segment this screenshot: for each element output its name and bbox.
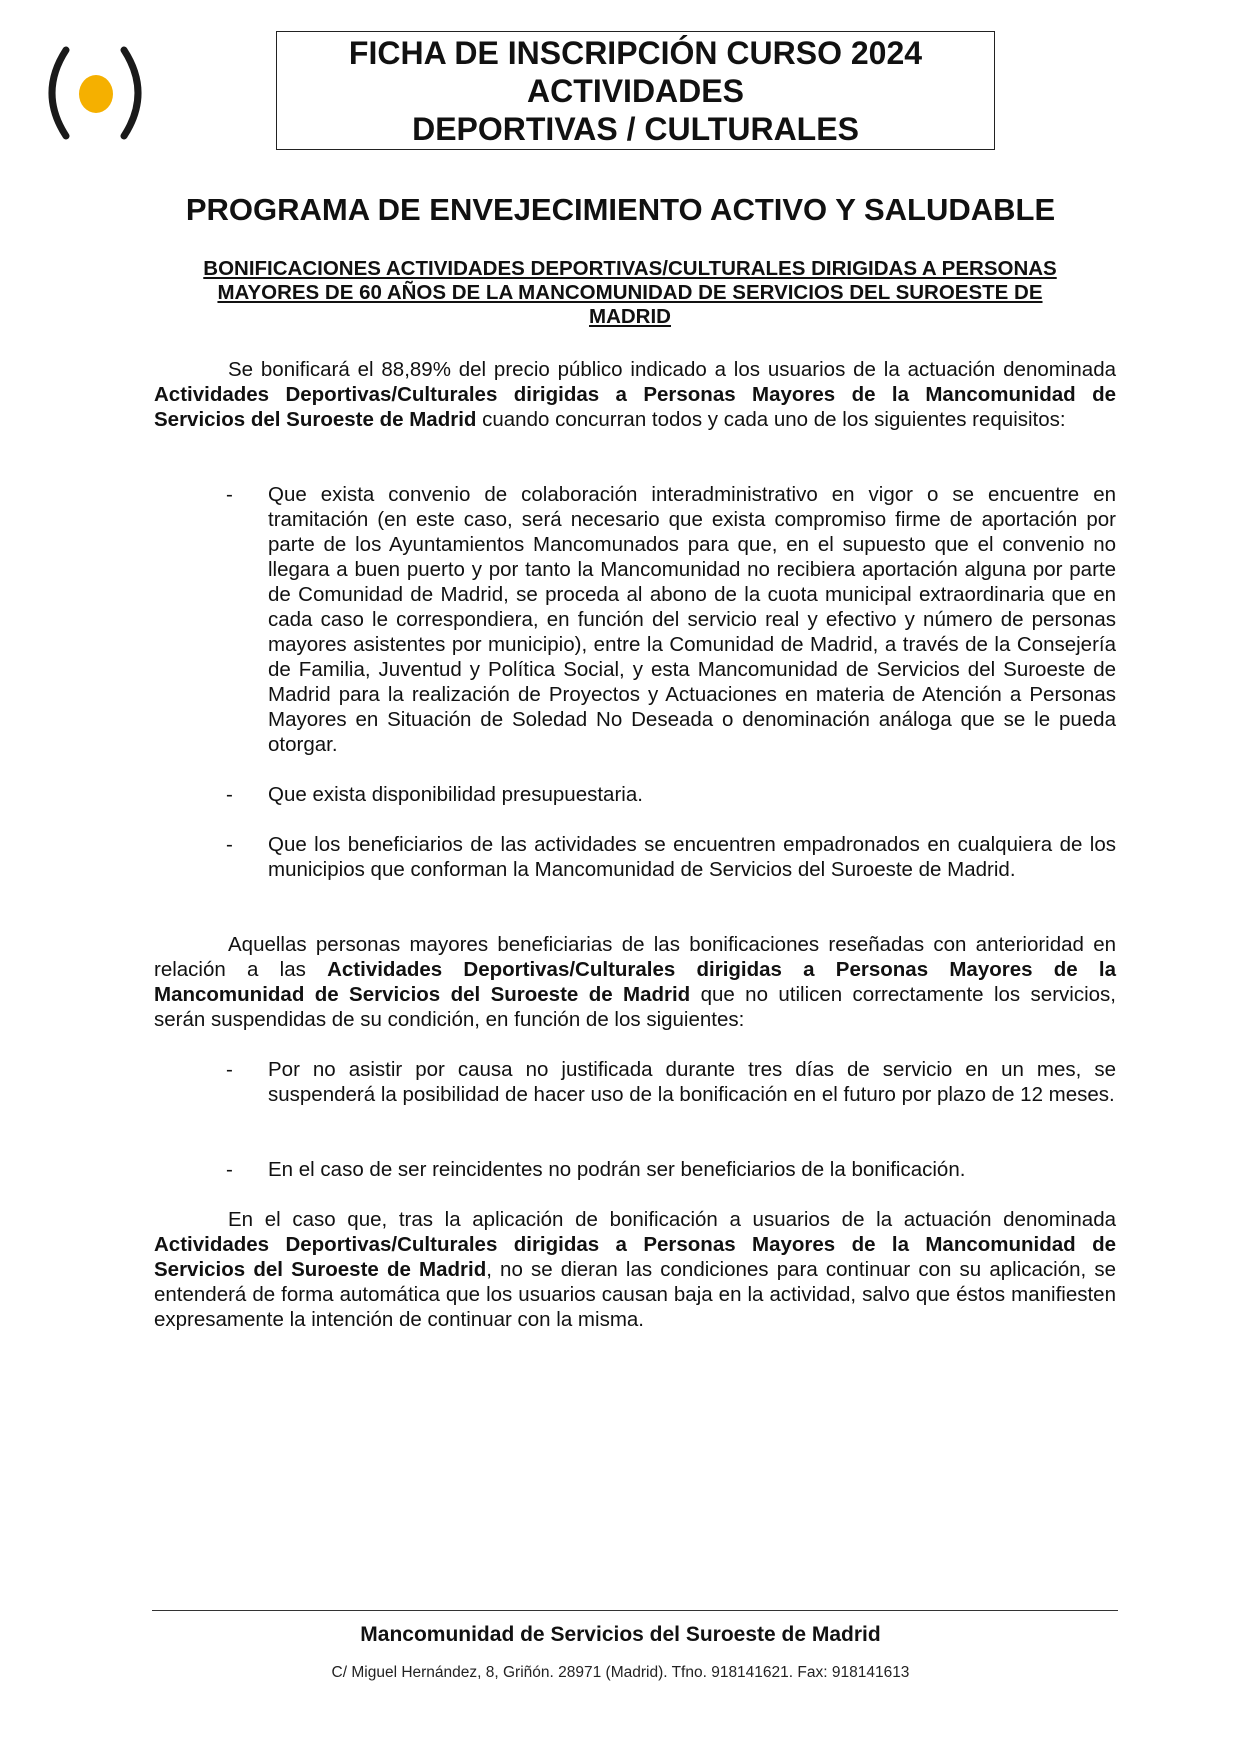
paragraph-suspension-bold: Actividades Deportivas/Culturales dirigidas a Personas Mayores de la Mancomunidad de Servicios del Suroeste de Madrid: [154, 958, 1116, 1006]
form-title-line-1: FICHA DE INSCRIPCIÓN CURSO 2024: [348, 35, 923, 71]
paragraph-suspension: [154, 932, 1116, 1032]
requirement-item: [226, 832, 1116, 882]
bullet-dash: -: [226, 1158, 233, 1181]
bullet-dash: -: [226, 833, 233, 856]
form-title-line-3: DEPORTIVAS / CULTURALES: [412, 111, 859, 147]
suspension-item: [226, 1057, 1116, 1107]
requirement-text: Que exista convenio de colaboración interadministrativo en vigor o se encuentre en tramitación (en este caso, será necesario que exista compromiso firme de aportación por parte de los Ayuntamientos Mancomunados para que, en el supuesto que el convenio no llegara a buen puerto y por tanto la Mancomunidad no recibiera aportación alguna por parte de Comunidad de Madrid, se proceda al abono de la cuota municipal extraordinaria que en cada caso le correspondiera, en función del servicio real y efectivo y número de personas mayores asistentes por municipio), entre la Comunidad de Madrid, a través de la Consejería de Familia, Juventud y Política Social, y esta Mancomunidad de Servicios del Suroeste de Madrid para la realización de Proyectos y Actuaciones en materia de Atención a Personas Mayores en Situación de Soledad No Deseada o denominación análoga que se le pueda otorgar.: [268, 483, 1116, 756]
paragraph-suspension-text-1: Aquellas personas mayores beneficiarias de las bonificaciones reseñadas con anterioridad en relación a las: [154, 933, 1116, 981]
brand-logo-icon: [44, 42, 146, 144]
paragraph-cancellation-text-2: , no se dieran las condiciones para continuar con su aplicación, se entenderá de forma automática que los usuarios causan baja en la actividad, salvo que éstos manifiesten expresamente la intención de continuar con la misma.: [154, 1258, 1116, 1331]
paragraph-suspension-text-2: que no utilicen correctamente los servicios, serán suspendidas de su condición, en función de los siguientes:: [154, 983, 1116, 1031]
form-title-line-2: ACTIVIDADES: [527, 73, 744, 109]
footer-address: C/ Miguel Hernández, 8, Griñón. 28971 (Madrid). Tfno. 918141621. Fax: 918141613: [331, 1664, 910, 1681]
footer-divider: [152, 1610, 1118, 1611]
suspension-item: [226, 1157, 1116, 1182]
paragraph-intro: [154, 357, 1116, 432]
paragraph-cancellation-bold: Actividades Deportivas/Culturales dirigidas a Personas Mayores de la Mancomunidad de Servicios del Suroeste de Madrid: [154, 1233, 1116, 1281]
subtitle-line-1: BONIFICACIONES ACTIVIDADES DEPORTIVAS/CULTURALES DIRIGIDAS A PERSONAS: [203, 257, 1057, 280]
suspension-text: Por no asistir por causa no justificada durante tres días de servicio en un mes, se suspenderá la posibilidad de hacer uso de la bonificación en el futuro por plazo de 12 meses.: [268, 1058, 1116, 1106]
requirement-text: Que los beneficiarios de las actividades se encuentren empadronados en cualquiera de los municipios que conforman la Mancomunidad de Servicios del Suroeste de Madrid.: [268, 833, 1116, 881]
program-title: PROGRAMA DE ENVEJECIMIENTO ACTIVO Y SALUDABLE: [185, 192, 1056, 227]
subtitle-line-3: MADRID: [589, 305, 671, 328]
subtitle: [150, 257, 1110, 329]
paragraph-intro-bold: Actividades Deportivas/Culturales dirigidas a Personas Mayores de la Mancomunidad de Servicios del Suroeste de Madrid: [154, 383, 1116, 431]
bullet-dash: -: [226, 1058, 233, 1081]
paragraph-intro-text-1: Se bonificará el 88,89% del precio público indicado a los usuarios de la actuación denominada: [228, 358, 1116, 381]
requirement-item: [226, 782, 1116, 807]
paragraph-cancellation: [154, 1207, 1116, 1332]
suspension-text: En el caso de ser reincidentes no podrán ser beneficiarios de la bonificación.: [268, 1158, 966, 1181]
subtitle-line-2: MAYORES DE 60 AÑOS DE LA MANCOMUNIDAD DE SERVICIOS DEL SUROESTE DE: [217, 281, 1043, 304]
footer-organization-name: Mancomunidad de Servicios del Suroeste de Madrid: [360, 1623, 881, 1646]
paragraph-cancellation-text-1: En el caso que, tras la aplicación de bonificación a usuarios de la actuación denominada: [228, 1208, 1116, 1231]
bullet-dash: -: [226, 483, 233, 506]
requirement-item: [226, 482, 1116, 757]
bullet-dash: -: [226, 783, 233, 806]
form-title-box: [276, 31, 995, 150]
paragraph-intro-text-2: cuando concurran todos y cada uno de los siguientes requisitos:: [476, 408, 1066, 431]
requirement-text: Que exista disponibilidad presupuestaria.: [268, 783, 643, 806]
